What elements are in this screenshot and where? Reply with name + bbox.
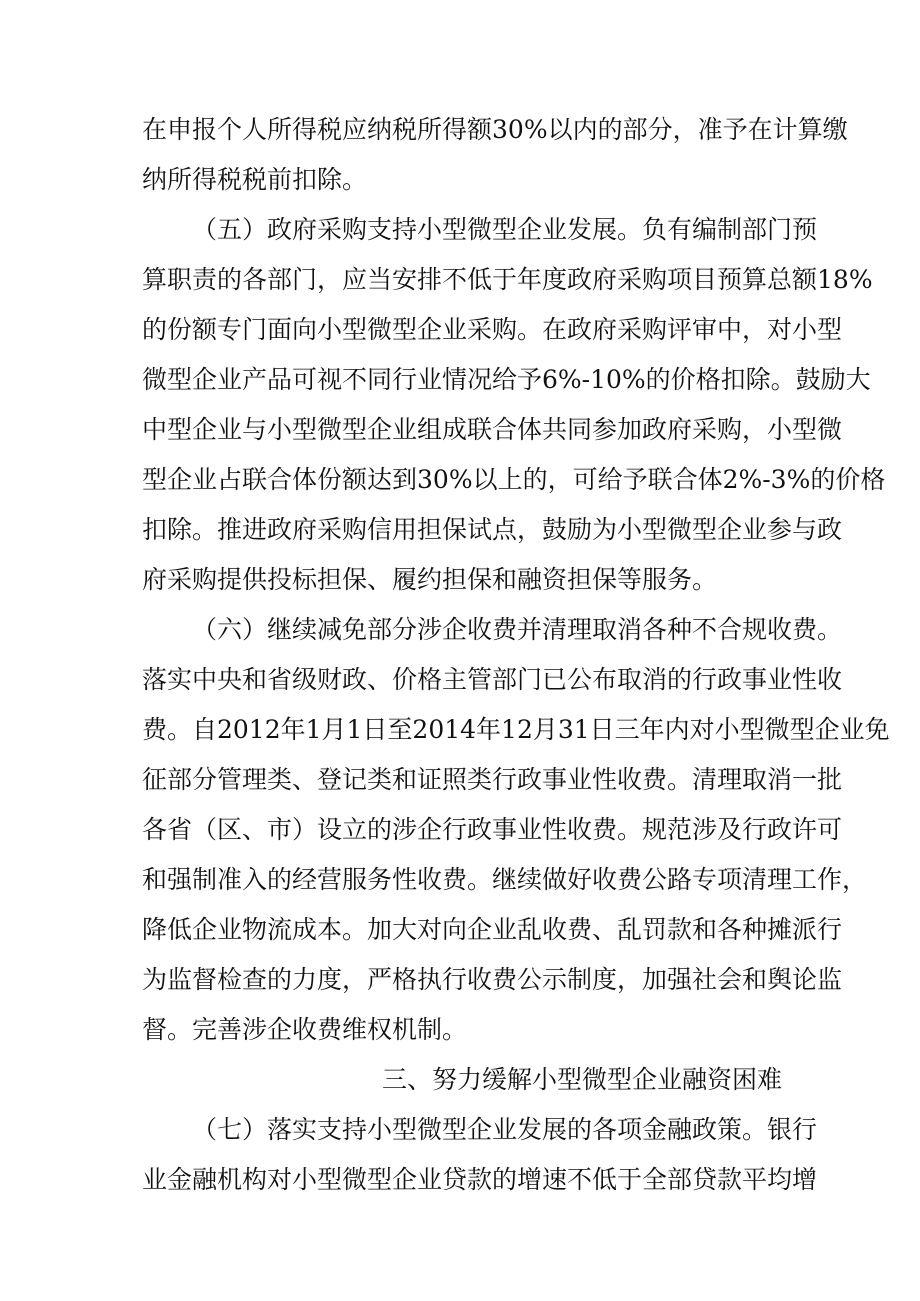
paragraph-line: 在申报个人所得税应纳税所得额30%以内的部分，准予在计算缴 [142,115,848,144]
paragraph-line: 业金融机构对小型微型企业贷款的增速不低于全部贷款平均增 [142,1165,818,1194]
paragraph-line: 的份额专门面向小型微型企业采购。在政府采购评审中，对小型 [142,315,843,344]
paragraph-line: 征部分管理类、登记类和证照类行政事业性收费。清理取消一批 [142,765,843,794]
paragraph-line: 中型企业与小型微型企业组成联合体共同参加政府采购，小型微 [142,415,843,444]
paragraph-line: 督。完善涉企收费维权机制。 [142,1015,468,1044]
paragraph-line: 费。自2012年1月1日至2014年12月31日三年内对小型微型企业免 [142,715,890,744]
paragraph-line: 和强制准入的经营服务性收费。继续做好收费公路专项清理工作， [142,865,868,894]
section-heading: 三、努力缓解小型微型企业融资困难 [381,1065,782,1094]
paragraph-line: （七）落实支持小型微型企业发展的各项金融政策。银行 [192,1115,818,1144]
paragraph-line: 为监督检查的力度，严格执行收费公示制度，加强社会和舆论监 [142,965,843,994]
paragraph-line: 型企业占联合体份额达到30%以上的，可给予联合体2%-3%的价格 [142,465,886,494]
paragraph-line: （五）政府采购支持小型微型企业发展。负有编制部门预 [192,215,818,244]
paragraph-line: 各省（区、市）设立的涉企行政事业性收费。规范涉及行政许可 [142,815,843,844]
paragraph-line: 纳所得税税前扣除。 [142,165,368,194]
paragraph-line: 微型企业产品可视不同行业情况给予6%-10%的价格扣除。鼓励大 [142,365,871,394]
paragraph-line: 府采购提供投标担保、履约担保和融资担保等服务。 [142,565,718,594]
paragraph-line: 降低企业物流成本。加大对向企业乱收费、乱罚款和各种摊派行 [142,915,843,944]
paragraph-line: 算职责的各部门，应当安排不低于年度政府采购项目预算总额18% [142,265,873,294]
paragraph-line: 落实中央和省级财政、价格主管部门已公布取消的行政事业性收 [142,665,843,694]
paragraph-line: 扣除。推进政府采购信用担保试点，鼓励为小型微型企业参与政 [142,515,843,544]
paragraph-line: （六）继续减免部分涉企收费并清理取消各种不合规收费。 [192,615,843,644]
